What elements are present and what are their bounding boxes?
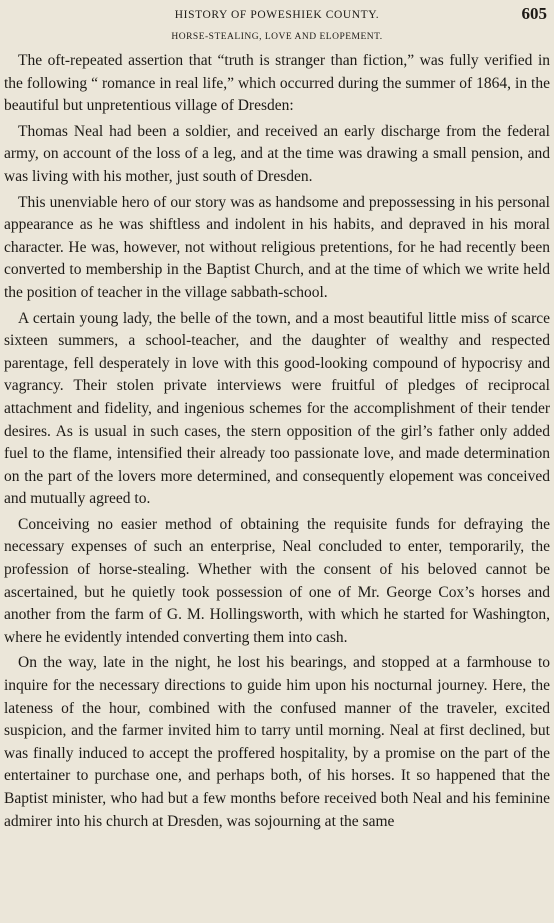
page-number: 605 — [521, 4, 547, 23]
body-text — [4, 50, 550, 833]
paragraph: Conceiving no easier method of obtaining the requisite funds for defraying the necessary expenses of such an enterprise, Neal concluded to enter, temporarily, the profession of horse-stealing. Whether with the consent of his beloved cannot be ascertained, but he quietly took possession of one of Mr. George Cox’s horses and another from the farm of G. M. Hollingsworth, with which he started for Washington, where he evidently intended converting them into cash. — [4, 515, 550, 646]
running-title: HISTORY OF POWESHIEK COUNTY. — [174, 9, 380, 21]
paragraph: On the way, late in the night, he lost his bearings, and stopped at a farmhouse to inquire for the necessary directions to guide him upon his nocturnal journey. Here, the lateness of the hour, combined with the confused manner of the traveler, excited suspicion, and the farmer invited him to tarry until morning. Neal at first declined, but was finally induced to accept the proffered hospitality, by a promise on the part of the entertainer to purchase one, and perhaps both, of his horses. It so happened that the Baptist minister, who had but a few months before received both Neal and his feminine admirer into his church at Dresden, was sojourning at the same — [4, 654, 550, 830]
running-head — [4, 6, 550, 28]
section-title: HORSE-STEALING, LOVE AND ELOPEMENT. — [171, 32, 383, 42]
paragraph: This unenviable hero of our story was as handsome and prepossessing in his personal appearance as he was shiftless and indolent in his habits, and depraved in his moral character. He was, however, not without religious pretentions, for he had recently been converted to membership in the Baptist Church, and at the time of which we write held the position of teacher in the village sabbath-school. — [4, 193, 550, 301]
paragraph: The oft-repeated assertion that “truth is stranger than fiction,” was fully verified in the following “ romance in real life,” which occurred during the summer of 1864, in the beautiful but unpretentious village of Dresden: — [4, 52, 550, 115]
paragraph: Thomas Neal had been a soldier, and received an early discharge from the federal army, on account of the loss of a leg, and at the time was drawing a small pension, and was living with his mother, just south of Dresden. — [4, 122, 550, 185]
paragraph: A certain young lady, the belle of the town, and a most beautiful little miss of scarce sixteen summers, a school-teacher, and the daughter of wealthy and respected parentage, fell desperately in love with this good-looking compound of hypocrisy and vagrancy. Their stolen private interviews were fruitful of pledges of reciprocal attachment and fidelity, and ingenious schemes for the accomplishment of their tender desires. As is usual in such cases, the stern opposition of the girl’s father only added fuel to the flame, intensified their already too passionate love, and made determination on the part of the lovers more determined, and consequently elopement was conceived and mutually agreed to. — [4, 309, 550, 508]
